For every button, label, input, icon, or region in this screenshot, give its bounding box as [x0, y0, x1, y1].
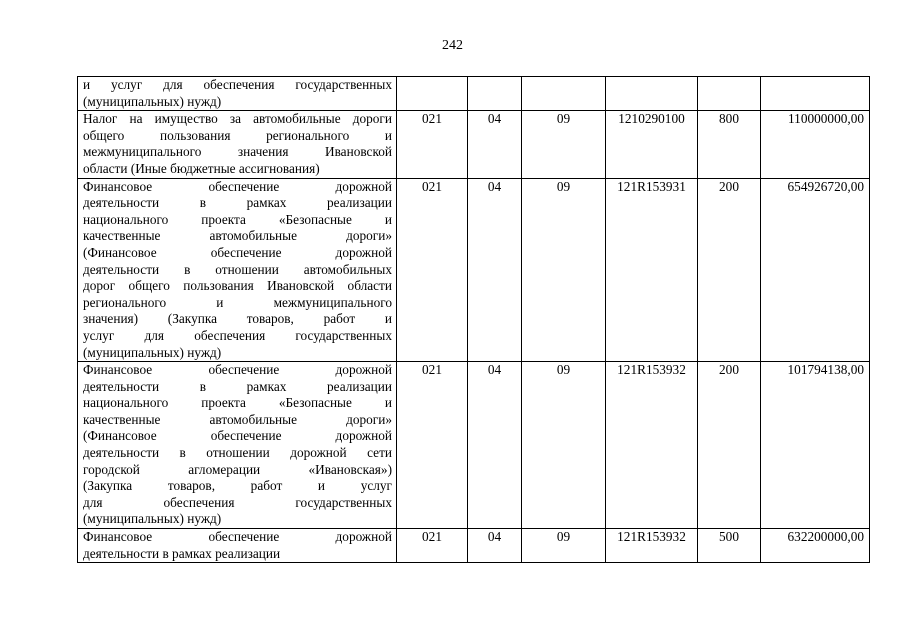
description-line: национального проекта «Безопасные и [83, 395, 392, 411]
description-line: области (Иные бюджетные ассигнования) [83, 160, 320, 176]
cell-sum: 654926720,00 [761, 178, 870, 362]
table-row [78, 111, 870, 178]
cell-description [78, 529, 397, 563]
cell-pr [522, 77, 606, 111]
cell-gr [397, 77, 468, 111]
description-line: качественные автомобильные дороги» [83, 411, 392, 427]
description-line: Финансовое обеспечение дорожной [83, 529, 392, 545]
cell-csr: 121R153931 [606, 178, 698, 362]
cell-csr [606, 77, 698, 111]
description-line: деятельности в рамках реализации [83, 378, 392, 394]
cell-gr: 021 [397, 529, 468, 563]
cell-pr: 09 [522, 111, 606, 178]
cell-csr: 121R153932 [606, 529, 698, 563]
cell-vr: 800 [698, 111, 761, 178]
description-line: для обеспечения государственных [83, 494, 392, 510]
cell-sum: 101794138,00 [761, 362, 870, 529]
description-line: общего пользования регионального и [83, 127, 392, 143]
description-line: (муниципальных) нужд) [83, 511, 222, 527]
description-line: деятельности в отношении автомобильных [83, 261, 392, 277]
cell-pr: 09 [522, 362, 606, 529]
cell-rz: 04 [468, 362, 522, 529]
description-line: и услуг для обеспечения государственных [83, 77, 392, 92]
cell-description [78, 111, 397, 178]
description-line: Финансовое обеспечение дорожной [83, 178, 392, 194]
cell-vr: 500 [698, 529, 761, 563]
table-row [78, 362, 870, 529]
description-line: деятельности в отношении дорожной сети [83, 445, 392, 461]
cell-vr [698, 77, 761, 111]
description-line: межмуниципального значения Ивановской [83, 144, 392, 160]
table-body [78, 77, 870, 563]
page-number: 242 [442, 38, 463, 53]
cell-csr: 1210290100 [606, 111, 698, 178]
cell-vr: 200 [698, 178, 761, 362]
cell-rz: 04 [468, 529, 522, 563]
description-line: (Финансовое обеспечение дорожной [83, 244, 392, 260]
cell-rz [468, 77, 522, 111]
description-line: (Закупка товаров, работ и услуг [83, 478, 392, 494]
cell-csr: 121R153932 [606, 362, 698, 529]
cell-rz: 04 [468, 111, 522, 178]
description-line: (муниципальных) нужд) [83, 344, 222, 360]
cell-gr: 021 [397, 178, 468, 362]
cell-description [78, 178, 397, 362]
description-line: значения) (Закупка товаров, работ и [83, 311, 392, 327]
table-row [78, 77, 870, 111]
description-line: деятельности в рамках реализации [83, 195, 392, 211]
cell-description [78, 77, 397, 111]
cell-sum: 110000000,00 [761, 111, 870, 178]
description-line: Финансовое обеспечение дорожной [83, 362, 392, 378]
cell-gr: 021 [397, 111, 468, 178]
cell-gr: 021 [397, 362, 468, 529]
description-line: (муниципальных) нужд) [83, 93, 222, 109]
cell-pr: 09 [522, 529, 606, 563]
cell-pr: 09 [522, 178, 606, 362]
cell-sum: 632200000,00 [761, 529, 870, 563]
table-row [78, 178, 870, 362]
description-line: качественные автомобильные дороги» [83, 228, 392, 244]
description-line: услуг для обеспечения государственных [83, 327, 392, 343]
cell-rz: 04 [468, 178, 522, 362]
description-line: Налог на имущество за автомобильные дороги [83, 111, 392, 127]
cell-description [78, 362, 397, 529]
description-line: национального проекта «Безопасные и [83, 211, 392, 227]
description-line: городской агломерации «Ивановская») [83, 461, 392, 477]
budget-table [77, 76, 870, 563]
table-row [78, 529, 870, 563]
description-line: (Финансовое обеспечение дорожной [83, 428, 392, 444]
description-line: деятельности в рамках реализации [83, 545, 281, 561]
cell-sum [761, 77, 870, 111]
description-line: дорог общего пользования Ивановской области [83, 278, 392, 294]
cell-vr: 200 [698, 362, 761, 529]
description-line: регионального и межмуниципального [83, 294, 392, 310]
